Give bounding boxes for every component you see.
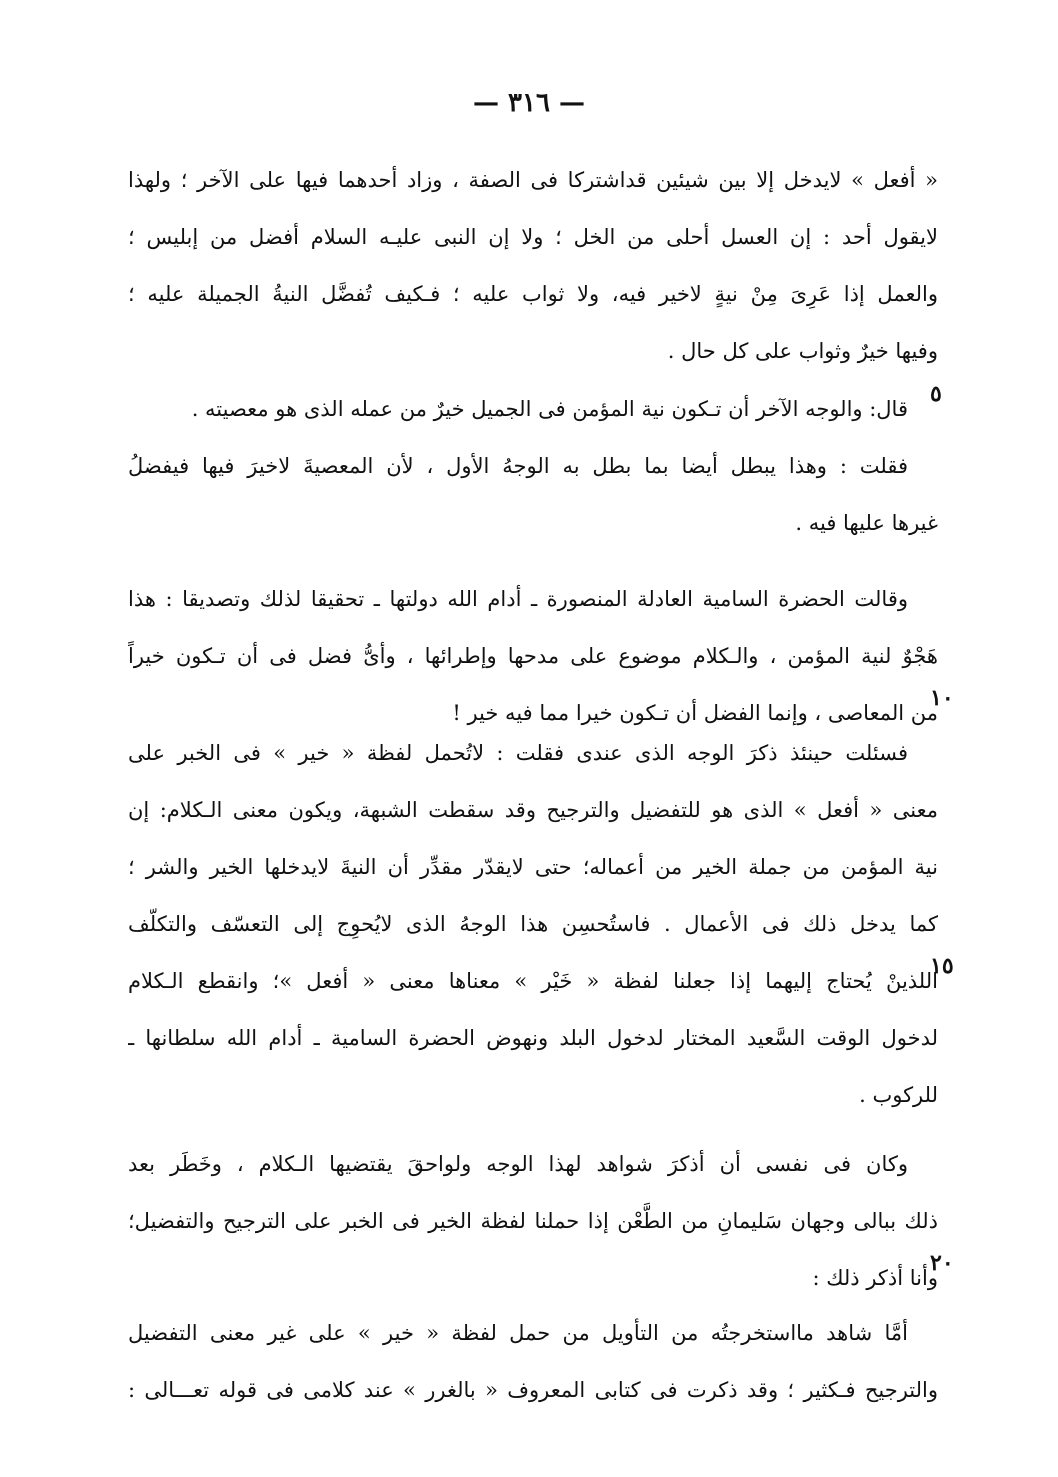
text-line: وأنا أذكر ذلك : — [812, 1266, 938, 1290]
text-line: اللذينْ يُحتاج إليهما إذا جعلنا لفظة « خَيْر » معناها معنى « أفعل »؛ وانقطع الـكلام — [128, 969, 938, 993]
text-line: هَجْوٌ لنية المؤمن ، والـكلام موضوع على مدحها وإطرائها ، وأىُّ فضل فى أن تـكون خيراً — [128, 644, 938, 668]
text-line: وفيها خيرٌ وثواب على كل حال . — [667, 339, 938, 363]
text-line: فسئلت حينئذ ذكرَ الوجه الذى عندى فقلت : لاتُحمل لفظة « خير » فى الخبر على — [128, 741, 908, 765]
paragraph-2 — [128, 381, 938, 552]
text-line: نية المؤمن من جملة الخير من أعماله؛ حتى لايقدّر مقدِّر أن النيةَ لايدخلها الخير والشر ؛ — [128, 855, 938, 879]
text-line: وكان فى نفسى أن أذكرَ شواهد لهذا الوجه ولواحقَ يقتضيها الـكلام ، وخَطَر بعد — [128, 1152, 908, 1176]
text-line: والترجيح فـكثير ؛ وقد ذكرت فى كتابى المعروف « بالغرر » عند كلامى فى قوله تعـــالى : — [128, 1378, 938, 1402]
text-line: معنى « أفعل » الذى هو للتفضيل والترجيح وقد سقطت الشبهة، ويكون معنى الـكلام: إن — [128, 798, 938, 822]
text-line: قال: والوجه الآخر أن تـكون نية المؤمن فى الجميل خيرٌ من عمله الذى هو معصيته . — [191, 397, 908, 421]
paragraph-3 — [128, 571, 938, 742]
text-line: وقالت الحضرة السامية العادلة المنصورة ـ أدام الله دولتها ـ تحقيقا لذلك وتصديقا : هذا — [128, 587, 908, 611]
line-number-20: ٢٠ — [930, 1250, 954, 1276]
paragraph-1 — [128, 152, 938, 380]
paragraph-6 — [128, 1305, 938, 1419]
paragraph-4 — [128, 725, 938, 1124]
text-line: كما يدخل ذلك فى الأعمال . فاستُحسِن هذا الوجهُ الذى لايُحوِج إلى التعسّف والتكلّف — [128, 912, 938, 936]
text-line: والعمل إذا عَرِىَ مِنْ نيةٍ لاخير فيه، ولا ثواب عليه ؛ فـكيف تُفضَّل النيةُ الجميلة عليه ؛ — [128, 282, 938, 306]
text-line: فقلت : وهذا يبطل أيضا بما بطل به الوجهُ الأول ، لأن المعصيةَ لاخيرَ فيها فيفضلُ — [128, 454, 908, 478]
line-number-15: ١٥ — [930, 953, 954, 979]
text-line: أمَّا شاهد مااستخرجتُه من التأويل من حمل لفظة « خير » على غير معنى التفضيل — [128, 1321, 908, 1345]
page-number: — ٣١٦ — — [472, 88, 586, 118]
text-line: ذلك ببالى وجهان سَليمانِ من الطَّعْن إذا حملنا لفظة الخير فى الخبر على الترجيح والتفضيل؛ — [128, 1209, 938, 1233]
text-line: « أفعل » لايدخل إلا بين شيئين قداشتركا فى الصفة ، وزاد أحدهما فيها على الآخر ؛ ولهذا — [128, 168, 938, 192]
text-line: لدخول الوقت السَّعيد المختار لدخول البلد ونهوض الحضرة السامية ـ أدام الله سلطانها ـ — [128, 1026, 938, 1050]
text-line: لايقول أحد : إن العسل أحلى من الخل ؛ ولا إن النبى عليـه السلام أفضل من إبليس ؛ — [128, 225, 938, 249]
text-line: من المعاصى ، وإنما الفضل أن تـكون خيرا مما فيه خير ! — [452, 701, 938, 725]
line-number-5: ٥ — [930, 381, 942, 407]
text-line: غيرها عليها فيه . — [795, 511, 938, 535]
paragraph-5 — [128, 1136, 938, 1307]
text-line: للركوب . — [859, 1083, 938, 1107]
line-number-10: ١٠ — [930, 685, 954, 711]
